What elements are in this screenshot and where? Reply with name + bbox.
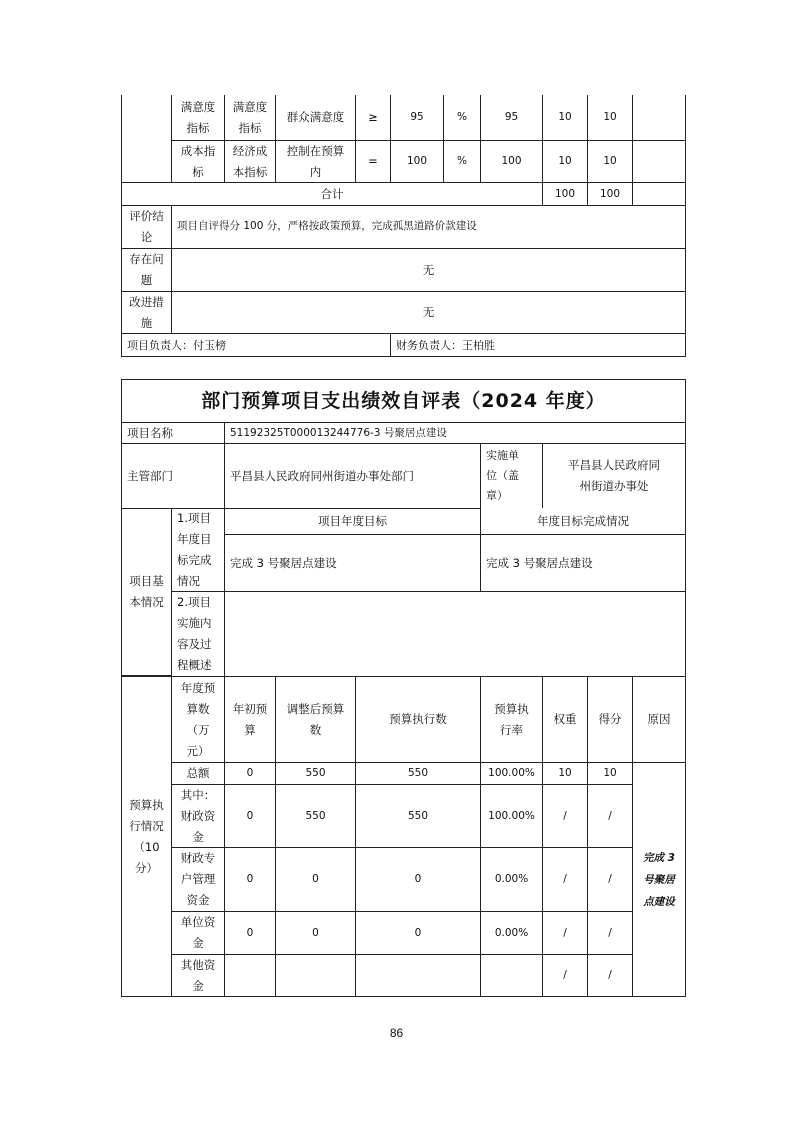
operator-cell: = <box>355 140 391 183</box>
score-cell: 10 <box>587 95 633 141</box>
budget-row-initial: 0 <box>224 784 276 848</box>
budget-header-score: 得分 <box>587 676 633 763</box>
goal-label-text: 1.项目年度目标完成情况 <box>177 511 212 588</box>
budget-header-adjusted <box>275 676 356 763</box>
conclusion-value: 项目自评得分 100 分，严格按政策预算，完成孤黑道路价款建设 <box>171 205 686 249</box>
header-text: 年初预算 <box>232 701 268 737</box>
budget-row-adjusted: 0 <box>275 847 356 912</box>
budget-section-label-text: 预算执行情况（10分） <box>129 798 164 875</box>
total-reason <box>632 182 686 206</box>
impl-label <box>480 443 543 509</box>
improvements-label <box>121 291 172 334</box>
unit-cell: % <box>443 140 481 183</box>
budget-header-initial <box>224 676 276 763</box>
row-name-text: 其中：财政资金 <box>180 787 216 844</box>
budget-header-weight: 权重 <box>542 676 588 763</box>
budget-row-adjusted: 550 <box>275 762 356 785</box>
category-cell <box>121 95 172 183</box>
actual-cell: 100 <box>480 140 543 183</box>
goal-label <box>171 508 225 592</box>
dept-value: 平昌县人民政府同州街道办事处部门 <box>224 443 481 509</box>
budget-row-rate: 0.00% <box>480 911 543 955</box>
budget-row-score: / <box>587 954 633 997</box>
budget-row-executed <box>355 954 481 997</box>
operator-cell: ≥ <box>355 95 391 141</box>
target-cell: 95 <box>390 95 444 141</box>
weight-cell: 10 <box>542 95 588 141</box>
goal-value: 完成 3 号聚居点建设 <box>224 534 481 592</box>
goal-header: 项目年度目标 <box>224 508 481 535</box>
budget-row-initial: 0 <box>224 911 276 955</box>
row-name-text: 其他资金 <box>180 957 216 993</box>
budget-header-reason: 原因 <box>632 676 686 763</box>
total-weight: 100 <box>542 182 588 206</box>
budget-row-name <box>171 954 225 997</box>
indicator-cell <box>275 140 356 183</box>
budget-row-adjusted <box>275 954 356 997</box>
level1-text: 满意度指标 <box>180 99 216 135</box>
level2-cell <box>224 95 276 141</box>
budget-row-executed: 0 <box>355 847 481 912</box>
process-label-text: 2.项目实施内容及过程概述 <box>177 595 212 672</box>
project-name-label: 项目名称 <box>121 422 225 444</box>
budget-row-weight: 10 <box>542 762 588 785</box>
budget-row-executed: 0 <box>355 911 481 955</box>
conclusion-label <box>121 205 172 249</box>
budget-row-initial: 0 <box>224 847 276 912</box>
budget-row-name <box>171 847 225 912</box>
level2-text: 满意度指标 <box>232 99 268 135</box>
total-score: 100 <box>587 182 633 206</box>
page-number: 86 <box>389 1026 404 1040</box>
budget-row-executed: 550 <box>355 762 481 785</box>
total-label: 合计 <box>121 182 543 206</box>
project-name-value: 51192325T000013244776-3 号聚居点建设 <box>224 422 686 444</box>
level2-text: 经济成本指标 <box>232 143 268 179</box>
problems-value: 无 <box>171 248 686 292</box>
actual-cell: 95 <box>480 95 543 141</box>
goal-done-value: 完成 3 号聚居点建设 <box>480 534 686 592</box>
row-name-text: 单位资金 <box>180 915 216 950</box>
budget-header-rate <box>480 676 543 763</box>
process-label <box>171 591 225 677</box>
basic-label-text: 项目基本情况 <box>129 574 164 609</box>
impl-value-text: 平昌县人民政府同州街道办事处 <box>567 458 660 493</box>
form-title: 部门预算项目支出绩效自评表（2024 年度） <box>121 379 686 423</box>
level1-cell <box>171 140 225 183</box>
level1-text: 成本指标 <box>180 143 216 179</box>
budget-row-weight: / <box>542 784 588 848</box>
improvements-value: 无 <box>171 291 686 334</box>
budget-row-score: / <box>587 784 633 848</box>
budget-row-score: / <box>587 911 633 955</box>
budget-row-initial <box>224 954 276 997</box>
budget-row-adjusted: 550 <box>275 784 356 848</box>
indicator-cell: 群众满意度 <box>275 95 356 141</box>
level2-cell <box>224 140 276 183</box>
finance-lead: 财务负责人：王柏胜 <box>390 333 686 357</box>
score-cell: 10 <box>587 140 633 183</box>
budget-header-annual <box>171 676 225 763</box>
row-name-text: 财政专户管理资金 <box>180 851 216 907</box>
budget-header-executed: 预算执行数 <box>355 676 481 763</box>
budget-row-executed: 550 <box>355 784 481 848</box>
budget-row-rate: 100.00% <box>480 784 543 848</box>
header-text: 预算执行率 <box>494 701 529 737</box>
dept-label: 主管部门 <box>121 443 225 509</box>
budget-row-name <box>171 784 225 848</box>
header-text: 年度预算数（万元） <box>180 680 216 758</box>
budget-row-rate: 0.00% <box>480 847 543 912</box>
improvements-label-text: 改进措施 <box>129 294 164 330</box>
budget-row-weight: / <box>542 847 588 912</box>
budget-row-name <box>171 911 225 955</box>
problems-label-text: 存在问题 <box>129 252 164 287</box>
budget-reason <box>632 762 686 997</box>
basic-label <box>121 508 172 676</box>
budget-row-adjusted: 0 <box>275 911 356 955</box>
budget-row-name: 总额 <box>171 762 225 785</box>
header-text: 调整后预算数 <box>286 701 345 737</box>
indicator-text: 控制在预算内 <box>286 143 345 179</box>
process-value <box>224 591 686 677</box>
budget-row-initial: 0 <box>224 762 276 785</box>
budget-reason-text: 完成 3 号聚居点建设 <box>643 851 675 908</box>
reason-cell <box>632 140 686 183</box>
budget-section-label <box>121 676 172 997</box>
problems-label <box>121 248 172 292</box>
impl-value <box>542 443 686 509</box>
impl-label-text: 实施单位（盖章） <box>486 449 519 502</box>
budget-row-rate: 100.00% <box>480 762 543 785</box>
budget-row-weight: / <box>542 954 588 997</box>
budget-row-score: / <box>587 847 633 912</box>
reason-cell <box>632 95 686 141</box>
budget-row-weight: / <box>542 911 588 955</box>
project-lead: 项目负责人：付玉榜 <box>121 333 391 357</box>
weight-cell: 10 <box>542 140 588 183</box>
conclusion-label-text: 评价结论 <box>129 209 164 244</box>
target-cell: 100 <box>390 140 444 183</box>
unit-cell: % <box>443 95 481 141</box>
budget-row-score: 10 <box>587 762 633 785</box>
goal-done-header: 年度目标完成情况 <box>480 508 686 535</box>
level1-cell <box>171 95 225 141</box>
budget-row-rate <box>480 954 543 997</box>
